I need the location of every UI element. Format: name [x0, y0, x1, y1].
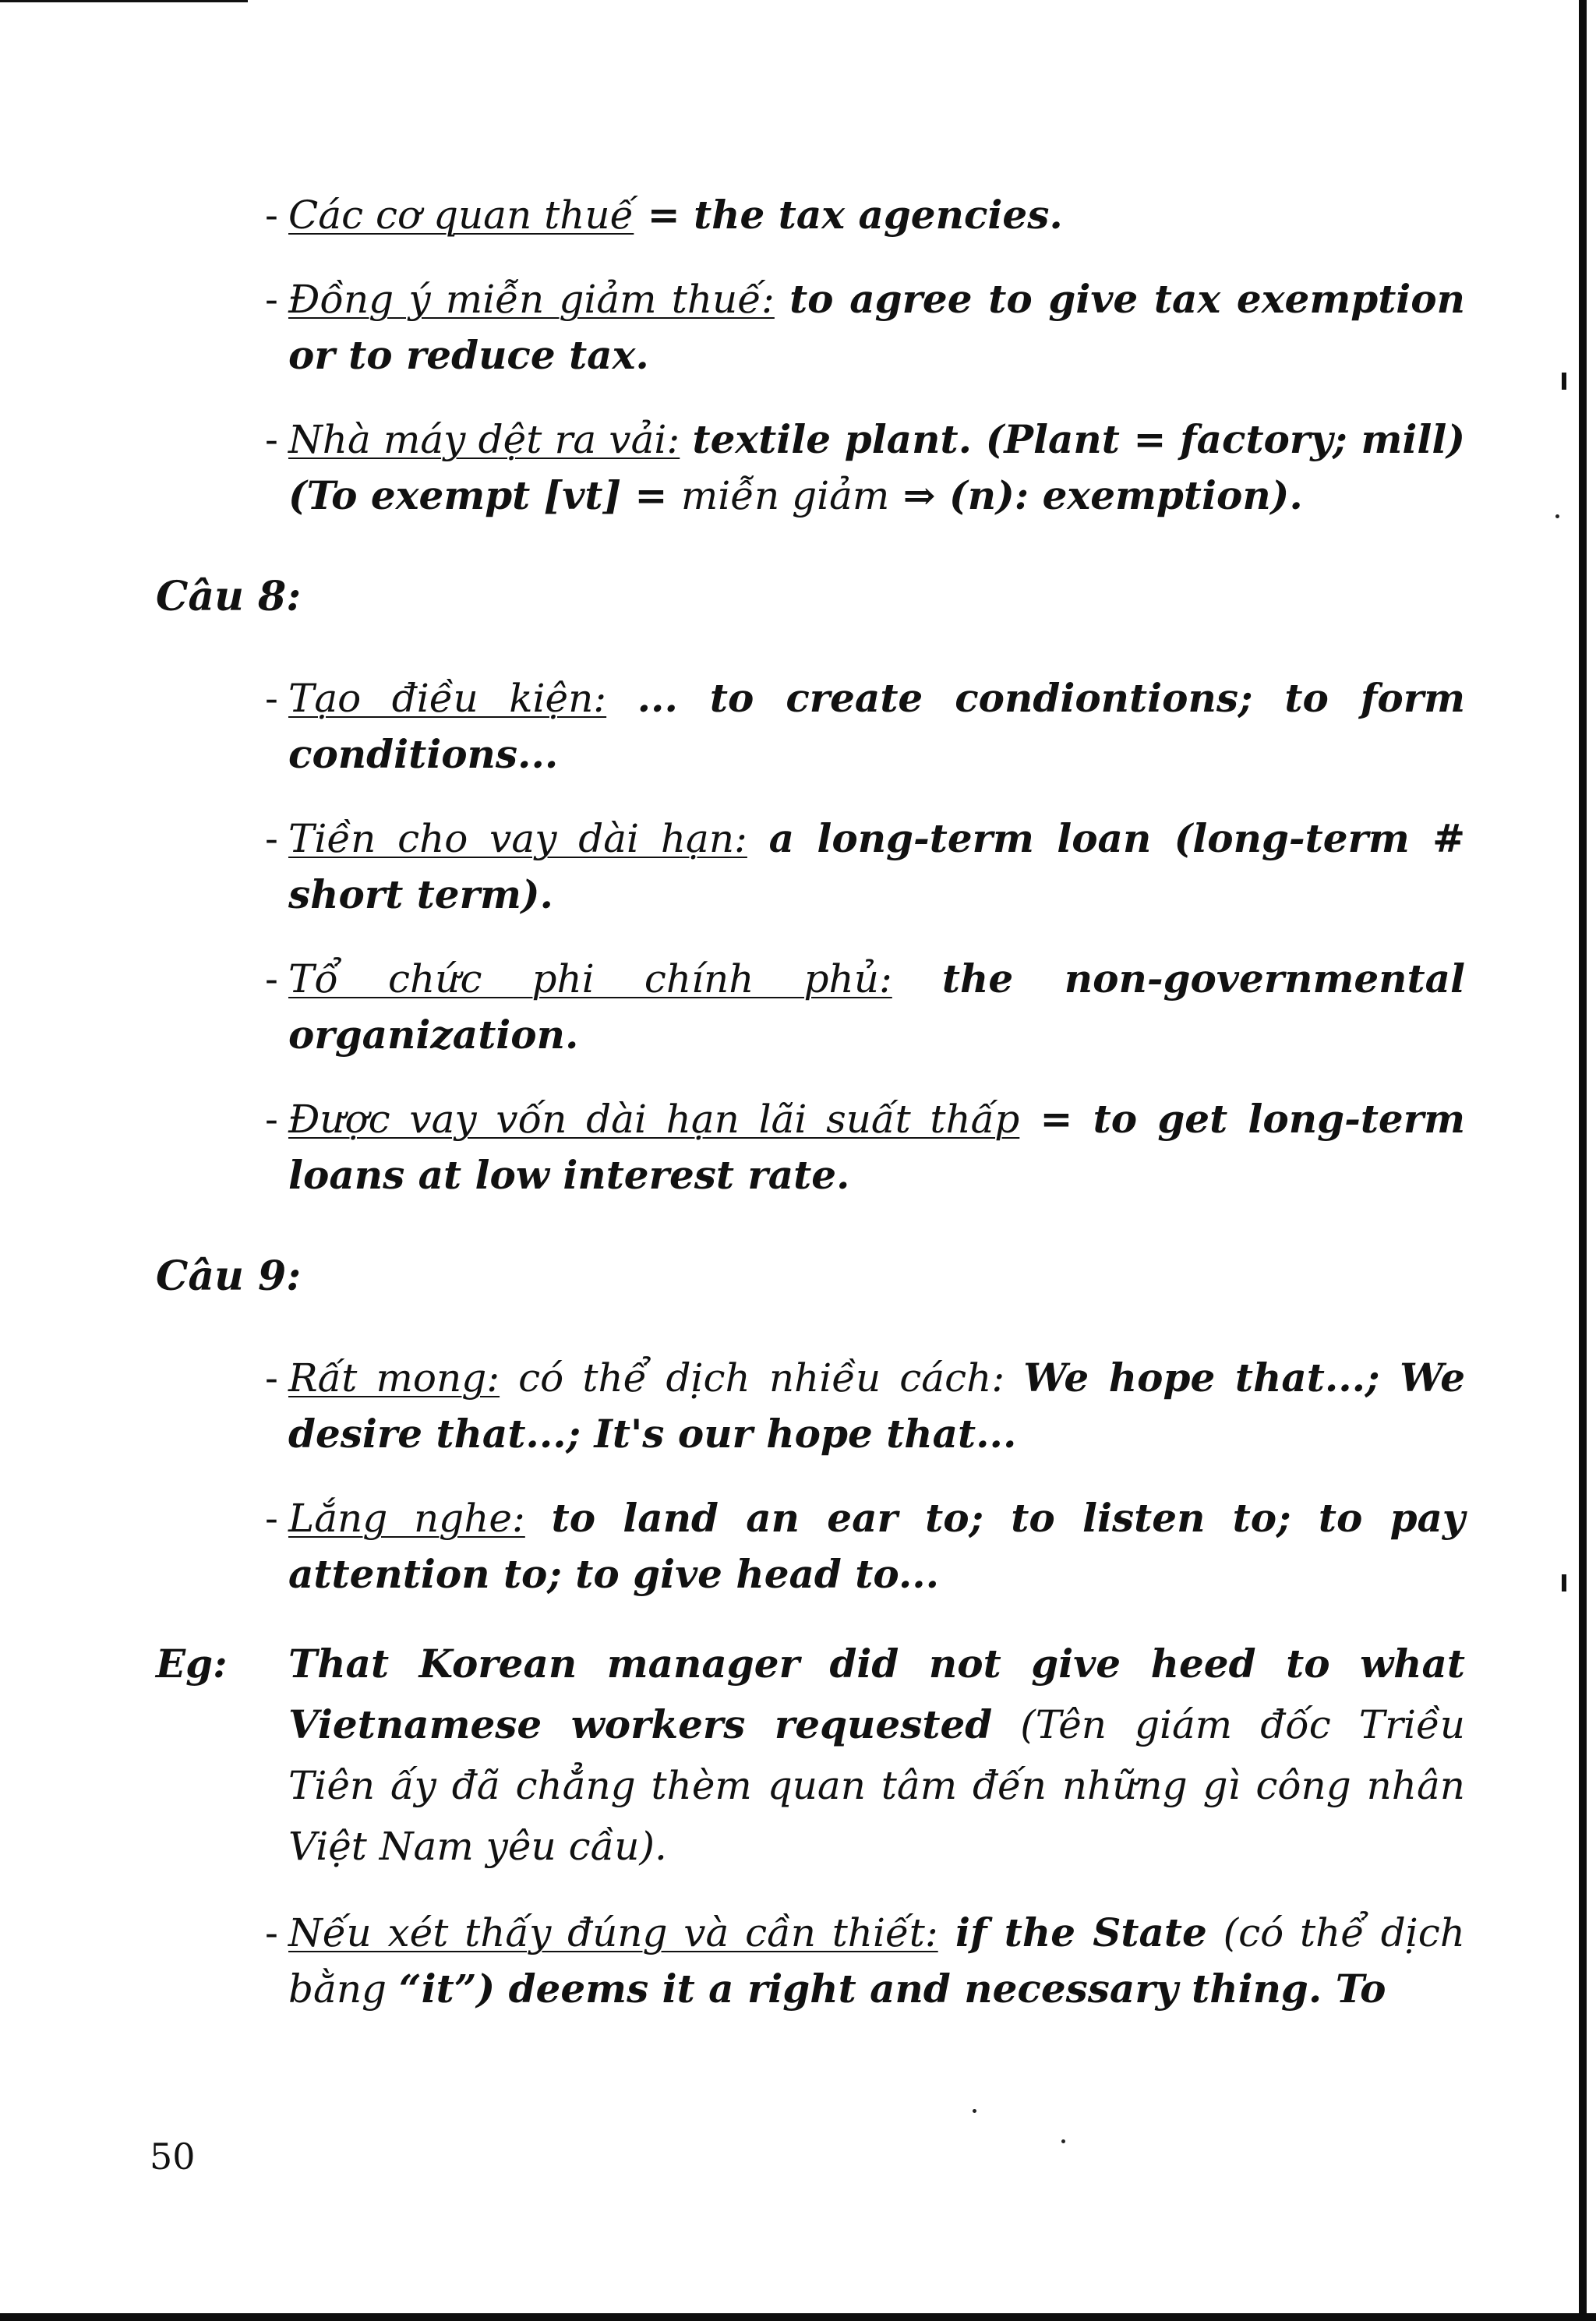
entry-dash: -: [265, 956, 278, 1002]
vn-term: Rất mong:: [288, 1355, 500, 1401]
scan-speck: [1061, 2139, 1065, 2143]
en-definition: to land an ear to; to listen to; to pay attention to; to give head to...: [288, 1495, 1465, 1597]
example-english: That Korean manager did not give heed to what Vietnamese workers requested: [288, 1641, 1465, 1747]
vn-term: Nếu xét thấy đúng và cần thiết:: [288, 1910, 938, 1955]
entry-dash: -: [265, 676, 278, 721]
example-body: [288, 1634, 1465, 1877]
vocab-entry: [265, 187, 1465, 243]
margin-mark: [1562, 373, 1566, 390]
en-definition: if the State: [937, 1909, 1207, 1955]
vn-term: Lắng nghe:: [288, 1496, 525, 1541]
vn-term: Tiền cho vay dài hạn:: [288, 816, 747, 861]
en-definition: to agree to give tax exemption or to reduce tax.: [288, 276, 1466, 378]
separator: =: [1019, 1096, 1093, 1142]
entry-dash: -: [265, 1355, 278, 1401]
entry-dash: -: [265, 1910, 278, 1955]
vocab-entry: [265, 1490, 1465, 1602]
entry-dash: -: [265, 277, 278, 322]
vocab-entry: [265, 1905, 1465, 2017]
separator: [500, 1355, 518, 1401]
separator: [747, 816, 769, 861]
entry-dash: -: [265, 1496, 278, 1541]
en-definition: the tax agencies.: [694, 192, 1063, 238]
right-border-line: [1579, 0, 1587, 2321]
example-vietnamese: (Tên giám đốc Triều Tiên ấy đã chẳng thèm quan tâm đến những gì công nhân Việt Nam yêu cầu).: [288, 1702, 1465, 1869]
vn-term: Được vay vốn dài hạn lãi suất thấp: [288, 1097, 1020, 1142]
en-definition: “it”) deems it a right and necessary thing. To: [398, 1966, 1386, 2012]
en-definition: the non-governmental organization.: [288, 956, 1466, 1058]
en-note: (Plant = factory; mill) (To exempt [vt] =: [288, 416, 1465, 518]
separator: [775, 277, 789, 322]
vocab-entry: [265, 412, 1465, 524]
scan-speck: [1555, 514, 1559, 518]
separator: [606, 676, 637, 721]
entry-dash: -: [265, 193, 278, 238]
page-number: 50: [150, 2136, 196, 2178]
en-definition: a long-term loan (long-term # short term).: [288, 815, 1465, 917]
scan-speck: [973, 2109, 976, 2113]
page-content: [156, 187, 1465, 2045]
vocab-entry: [265, 1350, 1465, 1462]
bottom-border-line: [0, 2313, 1596, 2321]
vn-term: Đồng ý miễn giảm thuế:: [288, 277, 775, 322]
vocab-entry: [265, 670, 1465, 782]
en-definition: ... to create condiontions; to form conditions...: [288, 675, 1465, 777]
vn-note: có thể dịch nhiều cách:: [518, 1355, 1024, 1401]
en-definition: to get long-term loans at low interest rate.: [288, 1096, 1465, 1198]
entry-dash: -: [265, 417, 278, 462]
vn-term: Các cơ quan thuế: [288, 193, 634, 238]
margin-mark: [1562, 1574, 1566, 1591]
en-definition: textile plant.: [692, 416, 972, 462]
separator: =: [634, 192, 694, 238]
vocab-entry: [265, 1091, 1465, 1203]
example-label: Eg:: [156, 1641, 228, 1687]
question-heading: Câu 8:: [156, 573, 302, 620]
vn-note: (có thể dịch bằng: [288, 1910, 1465, 2012]
top-border-line: [0, 0, 248, 2]
en-note: ⇒ (n): exemption).: [889, 472, 1303, 518]
vn-term: Nhà máy dệt ra vải:: [288, 417, 680, 462]
entry-dash: -: [265, 816, 278, 861]
entry-dash: -: [265, 1097, 278, 1142]
vocab-entry: [265, 811, 1465, 923]
separator: [680, 417, 692, 462]
vn-term: Tổ chức phi chính phủ:: [288, 956, 892, 1002]
separator: [525, 1496, 552, 1541]
vn-term: Tạo điều kiện:: [288, 676, 607, 721]
question-heading: Câu 9:: [156, 1252, 302, 1300]
vocab-entry: [265, 951, 1465, 1063]
example-block: [156, 1634, 1465, 1877]
vn-note: miễn giảm: [680, 473, 890, 518]
en-definition: We hope that...; We desire that...; It's our hope that...: [288, 1355, 1465, 1457]
separator: [892, 956, 942, 1002]
vocab-entry: [265, 271, 1465, 383]
